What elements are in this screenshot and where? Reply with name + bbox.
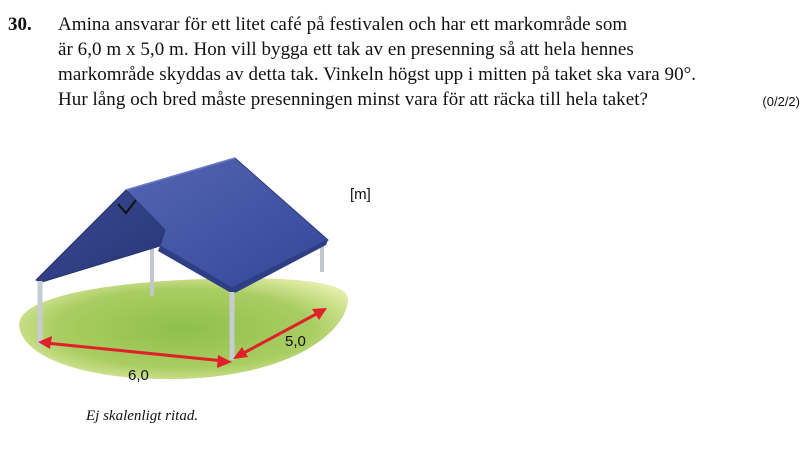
problem-text-line-2: är 6,0 m x 5,0 m. Hon vill bygga ett tak av en presenning så att hela hennes: [58, 39, 634, 60]
grass-ground: [19, 278, 348, 379]
problem-text-line-3: markområde skyddas av detta tak. Vinkeln högst upp i mitten på taket ska vara 90°.: [58, 64, 697, 85]
figure-caption: Ej skalenligt ritad.: [86, 408, 199, 424]
problem-text-line-4: Hur lång och bred måste presenningen minst vara för att räcka till hela taket?: [58, 89, 649, 110]
tent-illustration: [0, 150, 400, 400]
problem-block: [0, 0, 800, 120]
unit-label: [m]: [350, 186, 371, 203]
width-label: 5,0: [285, 333, 306, 350]
length-label: 6,0: [128, 367, 149, 384]
problem-text-line-1: Amina ansvarar för ett litet café på festivalen och har ett markområde som: [58, 14, 628, 35]
points-label: (0/2/2): [762, 94, 800, 109]
problem-number: 30.: [8, 14, 32, 35]
